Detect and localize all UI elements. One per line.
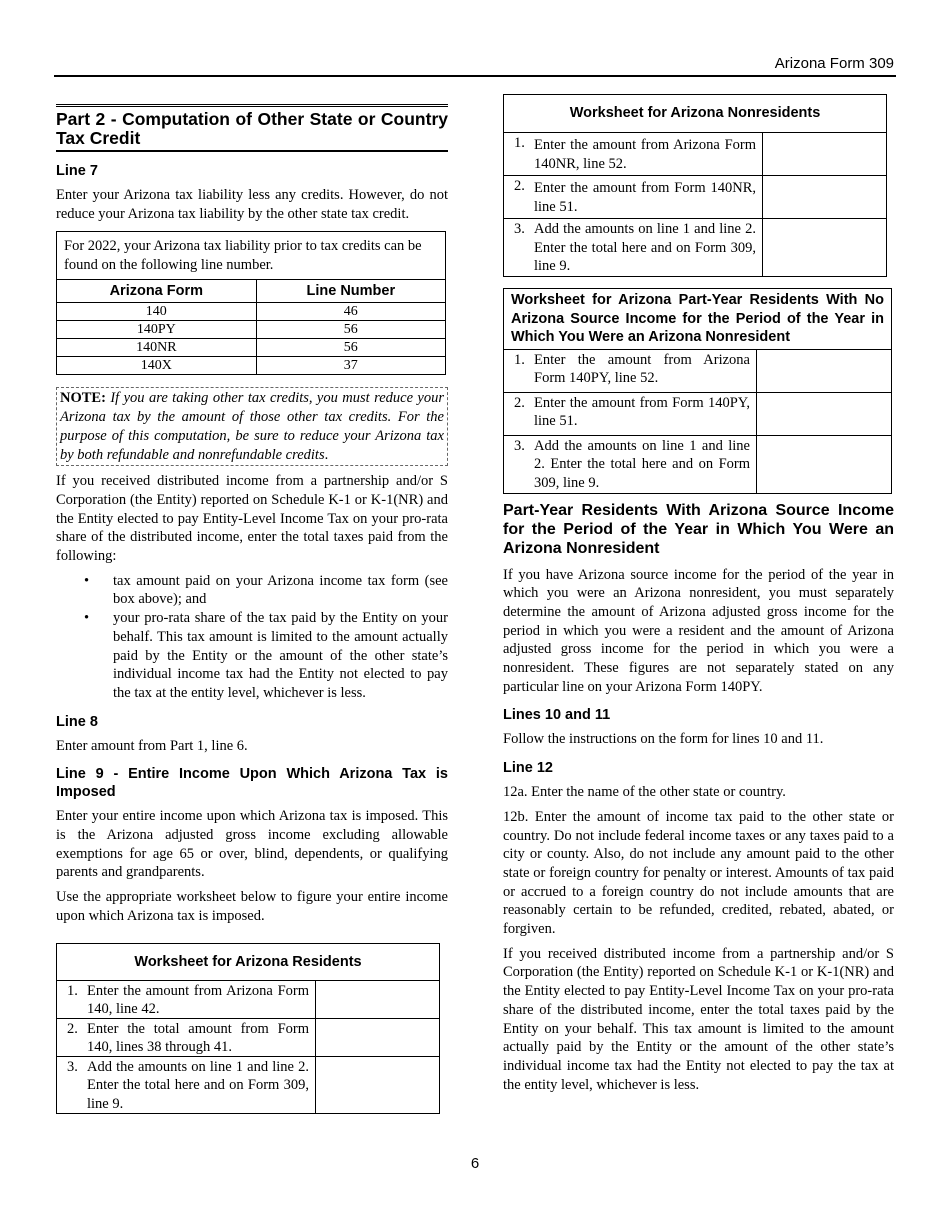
worksheet-entry-box[interactable] [762,219,886,276]
worksheet-entry-box[interactable] [762,176,886,218]
worksheet-row-num: 1. [514,135,525,151]
table-cell: 56 [256,339,445,357]
partyear-text: If you have Arizona source income for the period of the year in which you were an Arizona nonresident, you must separately determine the amount of Arizona adjusted gross income for the period in which you were a resident and the amount of Arizona adjusted gross income for the period in which you were a nonresident. These figures are not separately stated on any particular line on your Arizona Form 140PY. [503,566,894,695]
worksheet-title: Worksheet for Arizona Part-Year Residents With No Arizona Source Income for the Period of the Year in Which You Were an Arizona Nonresident [504,289,891,350]
table-cell: 56 [256,321,445,339]
worksheet-entry-box[interactable] [315,981,439,1018]
line12b-text: 12b. Enter the amount of income tax paid to the other state or country. Do not include federal income taxes or any taxes paid to a city or county. Also, do not include any amount paid to the other state or foreign country for penalty or interest. Amounts of tax paid or accrued to a foreign country do not include amounts that are reasonably certain to be refunded, credited, rebated, abated, or forgiven. [503,808,894,938]
table-cell: 37 [256,357,445,375]
worksheet-row-num: 1. [514,351,525,368]
worksheet-row-num: 3. [514,437,525,454]
note-end: . [324,446,329,463]
worksheet-row-num: 3. [67,1058,78,1075]
worksheet-row-num: 3. [514,221,525,237]
note-text: If you are taking other tax credits, you must reduce your Arizona tax by the amount of those other tax credits. For the purpose of this computation, be sure to reduce your Arizona tax by both refundable and nonrefundable credits [60,390,444,463]
line12-heading: Line 12 [503,760,553,777]
line9-heading: Line 9 - Entire Income Upon Which Arizona Tax is Imposed [56,766,448,801]
table-cell: 140NR [57,339,256,357]
entity-paragraph: If you received distributed income from a partnership and/or S Corporation (the Entity) reported on Schedule K-1 or K-1(NR) and the Entity elected to pay Entity-Level Income Tax on your pro-rata share of the distributed income, enter the total taxes paid from the following: [56,473,448,565]
table-row [57,339,445,357]
worksheet-row [504,218,886,276]
line9-text2: Use the appropriate worksheet below to figure your entire income upon which Arizona tax is imposed. [56,889,448,924]
worksheet-residents [56,943,440,1114]
list-item: • your pro-rata share of the tax paid by the Entity on your behalf. This tax amount is limited to the amount actually paid by the Entity or the amount of the other state’s individual income tax had the Entity not elected to pay the tax at the entity level, whichever is less. [113,609,448,703]
worksheet-entry-box[interactable] [756,350,891,392]
table-header-form: Arizona Form [57,280,256,303]
note-label: NOTE: [60,390,106,407]
worksheet-row-text: Enter the amount from Arizona Form 140NR, line 52. [534,137,756,172]
worksheet-entry-box[interactable] [315,1019,439,1056]
worksheet-row [504,392,891,435]
table-cell: 140PY [57,321,256,339]
worksheet-row-num: 2. [67,1020,78,1037]
part-title: Part 2 - Computation of Other State or Country Tax Credit [56,104,448,152]
table-cell: 46 [256,303,445,321]
table-row [57,303,445,321]
worksheet-entry-box[interactable] [756,393,891,435]
worksheet-row [57,1018,439,1056]
table-cell: 140 [57,303,256,321]
table-header-line: Line Number [256,280,445,303]
page-number: 6 [470,1155,480,1172]
liability-table [56,231,446,375]
lines1011-text: Follow the instructions on the form for lines 10 and 11. [503,731,824,748]
worksheet-row [504,435,891,493]
worksheet-row-text: Add the amounts on line 1 and line 2. Enter the total here and on Form 309, line 9. [534,221,756,275]
worksheet-row-text: Add the amounts on line 1 and line 2. Enter the total here and on Form 309, line 9. [534,437,750,491]
worksheet-row-num: 2. [514,394,525,411]
bullet-list [56,572,448,703]
worksheet-row-text: Enter the amount from Form 140NR, line 51. [534,180,756,215]
worksheet-title: Worksheet for Arizona Residents [57,944,439,981]
worksheet-entry-box[interactable] [762,133,886,175]
worksheet-entry-box[interactable] [315,1057,439,1113]
worksheet-row-text: Enter the amount from Form 140PY, line 51. [534,394,750,430]
worksheet-row [504,350,891,392]
liability-table-intro: For 2022, your Arizona tax liability prior to tax credits can be found on the following line number. [57,232,445,280]
left-column [56,94,448,1114]
worksheet-row-text: Enter the amount from Arizona Form 140PY, line 52. [534,351,750,387]
table-cell: 140X [140,357,172,373]
worksheet-title: Worksheet for Arizona Nonresidents [504,95,886,133]
lines1011-heading: Lines 10 and 11 [503,707,611,724]
line12a-text: 12a. Enter the name of the other state or country. [503,784,786,801]
worksheet-row [504,175,886,218]
form-title: Arizona Form 309 [774,55,894,72]
line7-heading: Line 7 [56,163,98,179]
line8-heading: Line 8 [56,713,98,730]
worksheet-row-num: 1. [67,982,78,999]
header-rule [54,75,896,77]
entity-paragraph-2: If you received distributed income from a partnership and/or S Corporation (the Entity) reported on Schedule K-1 or K-1(NR) and the Entity elected to pay Entity-Level Income Tax on your pro-rata share of the distributed income, enter the total taxes paid by the Entity on your behalf. This tax amount is limited to the amount actually paid by the Entity or the amount of the other state’s individual income tax had the Entity not elected to pay the tax at the entity level, whichever is less. [503,945,894,1093]
table-row [57,321,445,339]
table-row [57,357,445,375]
worksheet-entry-box[interactable] [756,436,891,493]
line8-text: Enter amount from Part 1, line 6. [56,737,248,754]
worksheet-row-num: 2. [514,178,525,194]
worksheet-row-text: Enter the total amount from Form 140, lines 38 through 41. [87,1020,309,1056]
note-box [56,387,448,466]
list-item: • tax amount paid on your Arizona income tax form (see box above); and [113,572,448,609]
line9-text: Enter your entire income upon which Arizona tax is imposed. This is the Arizona adjusted gross income excluding allowable exemptions for age 65 or over, blind, dependents, or qualifying parents and grandparents. [56,808,448,881]
worksheet-row [504,133,886,175]
worksheet-row-text: Add the amounts on line 1 and line 2. Enter the total here and on Form 309, line 9. [87,1058,309,1112]
worksheet-nonresidents [503,94,887,277]
worksheet-row [57,981,439,1018]
line7-text: Enter your Arizona tax liability less any credits. However, do not reduce your Arizona tax liability by the other state tax credit. [56,187,448,222]
worksheet-row-text: Enter the amount from Arizona Form 140, line 42. [87,982,309,1018]
partyear-heading: Part-Year Residents With Arizona Source Income for the Period of the Year in Which You Were an Arizona Nonresident [503,501,894,557]
worksheet-row [57,1056,439,1113]
right-column [503,94,894,1100]
worksheet-partyear [503,288,892,494]
